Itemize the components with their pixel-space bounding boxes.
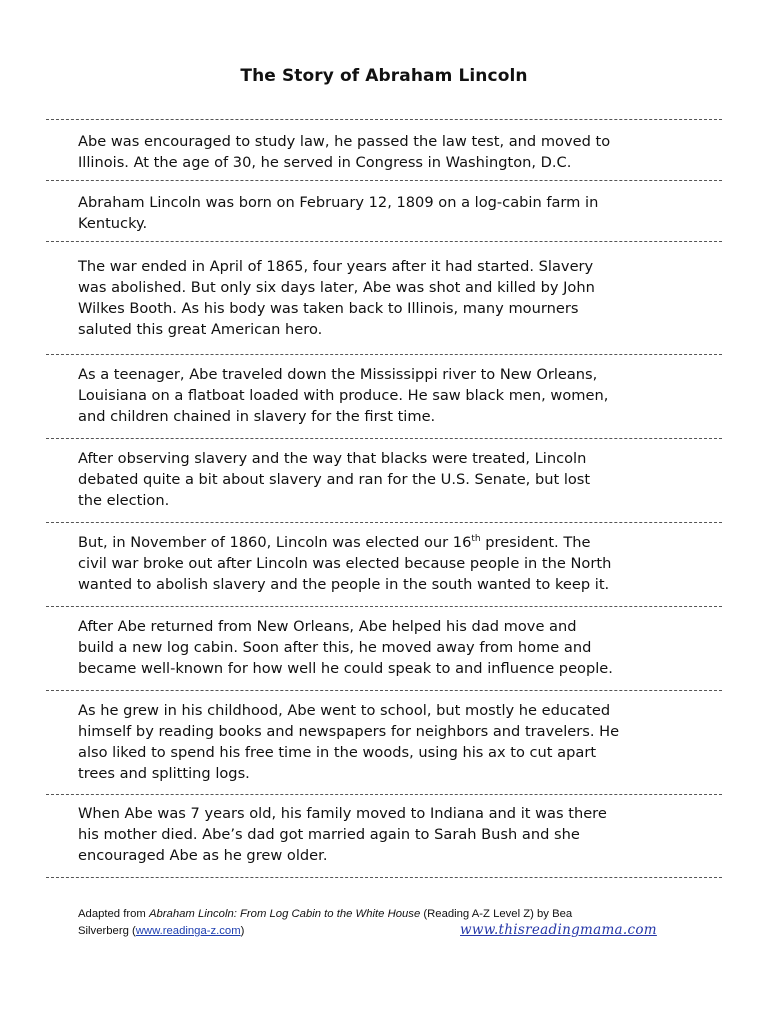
story-strip-3[interactable]	[46, 242, 722, 354]
strip-text-start: But, in November of 1860, Lincoln was elected our 16	[78, 534, 472, 551]
strip-text: After observing slavery and the way that blacks were treated, Lincoln debated quite a bit about slavery and ran for the U.S. Senate, but lost the election.	[78, 450, 591, 509]
story-strip-5[interactable]	[46, 439, 722, 522]
ordinal-suffix: th	[471, 534, 481, 544]
story-strip-7[interactable]	[46, 607, 722, 690]
attribution-line2-prefix: Silverberg (	[78, 925, 136, 937]
strip-text: As he grew in his childhood, Abe went to school, but mostly he educated himself by reading books and newspapers for neighbors and travelers. He also liked to spend his free time in the woods, using his ax to cut apart trees and splitting logs.	[78, 702, 620, 782]
cut-line	[46, 877, 722, 878]
story-strip-8[interactable]	[46, 691, 722, 794]
strip-text: After Abe returned from New Orleans, Abe helped his dad move and build a new log cabin. Soon after this, he moved away from home and became well-known for how well he could speak to and influence people.	[78, 618, 613, 677]
attribution-line2-suffix: )	[240, 925, 245, 937]
page-title: The Story of Abraham Lincoln	[240, 66, 528, 86]
story-strips	[46, 119, 722, 878]
strip-text: Abraham Lincoln was born on February 12, 1809 on a log-cabin farm in Kentucky.	[78, 194, 599, 232]
strip-text: As a teenager, Abe traveled down the Mississippi river to New Orleans, Louisiana on a flatboat loaded with produce. He saw black men, women, and children chained in slavery for the first time.	[78, 366, 609, 425]
book-title: Abraham Lincoln: From Log Cabin to the White House	[148, 908, 421, 920]
readinga-z-link[interactable]: www.readinga-z.com	[135, 925, 241, 937]
story-strip-4[interactable]	[46, 355, 722, 438]
strip-text-end: president. The civil war broke out after Lincoln was elected because people in the North wanted to abolish slavery and the people in the south wanted to keep it.	[78, 534, 612, 593]
story-strip-1[interactable]	[46, 120, 722, 180]
story-strip-2[interactable]	[46, 181, 722, 241]
site-link[interactable]: www.thisreadingmama.com	[460, 922, 657, 938]
strip-text: Abe was encouraged to study law, he passed the law test, and moved to Illinois. At the age of 30, he served in Congress in Washington, D.C.	[78, 133, 611, 171]
story-strip-6[interactable]	[46, 523, 722, 606]
strip-text	[78, 532, 712, 595]
attribution-middle: (Reading A-Z Level Z) by Bea	[420, 908, 573, 920]
strip-text: When Abe was 7 years old, his family moved to Indiana and it was there his mother died. Abe’s dad got married again to Sarah Bush and she encouraged Abe as he grew older.	[78, 805, 607, 864]
attribution-prefix: Adapted from	[78, 908, 149, 920]
story-strip-9[interactable]	[46, 795, 722, 877]
strip-text: The war ended in April of 1865, four years after it had started. Slavery was abolished. But only six days later, Abe was shot and killed by John Wilkes Booth. As his body was taken back to Illinois, many mourners saluted this great American hero.	[78, 258, 595, 338]
